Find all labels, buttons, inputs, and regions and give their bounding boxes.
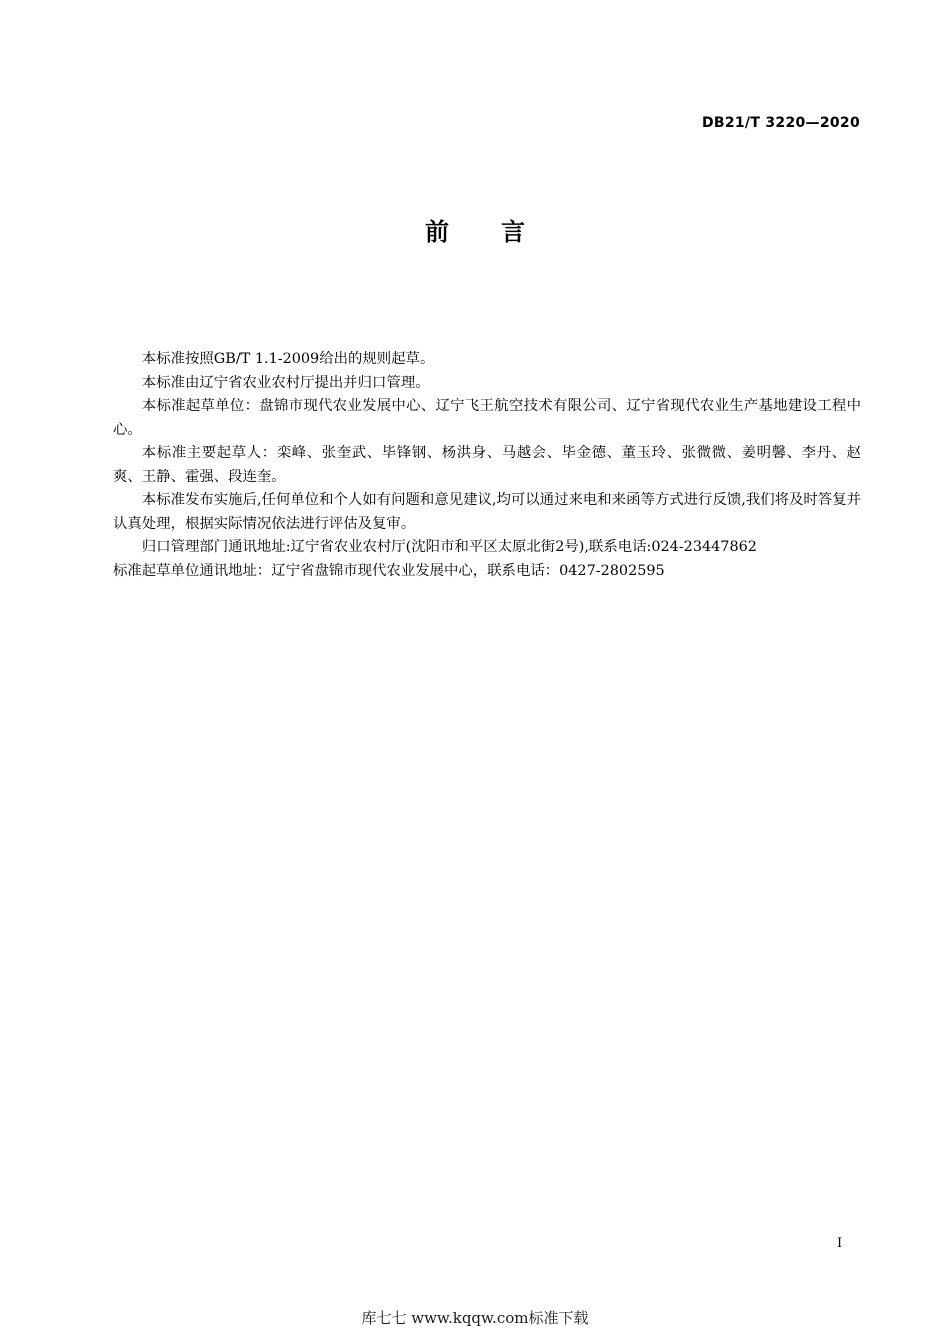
paragraph-drafting-rules: 本标准按照GB/T 1.1-2009给出的规则起草。 (141, 351, 435, 367)
title-char-1: 前 (425, 218, 449, 246)
foreword-body (113, 348, 861, 583)
title-char-2: 言 (501, 218, 525, 246)
paragraph-feedback: 本标准发布实施后,任何单位和个人如有问题和意见建议,均可以通过来电和来函等方式进行反馈,我们将及时答复并认真处理，根据实际情况依法进行评估及复审。 (113, 492, 861, 532)
paragraph-drafters: 本标准主要起草人：栾峰、张奎武、毕锋钢、杨洪身、马越会、毕金德、董玉玲、张微微、姜明馨、李丹、赵爽、王静、霍强、段连奎。 (113, 445, 861, 485)
paragraph-drafting-units: 本标准起草单位：盘锦市现代农业发展中心、辽宁飞王航空技术有限公司、辽宁省现代农业生产基地建设工程中心。 (113, 398, 861, 438)
footer-watermark: 库七七 www.kqqw.com标准下载 (361, 1309, 589, 1327)
paragraph-proposer: 本标准由辽宁省农业农村厅提出并归口管理。 (141, 374, 430, 391)
standard-code: DB21/T 3220—2020 (701, 115, 860, 131)
page-title (0, 212, 950, 247)
paragraph-management-address: 归口管理部门通讯地址:辽宁省农业农村厅(沈阳市和平区太原北街2号),联系电话:024-23447862 (141, 539, 757, 555)
page-number: I (837, 1236, 843, 1251)
paragraph-drafter-address: 标准起草单位通讯地址：辽宁省盘锦市现代农业发展中心，联系电话：0427-2802595 (113, 562, 665, 579)
